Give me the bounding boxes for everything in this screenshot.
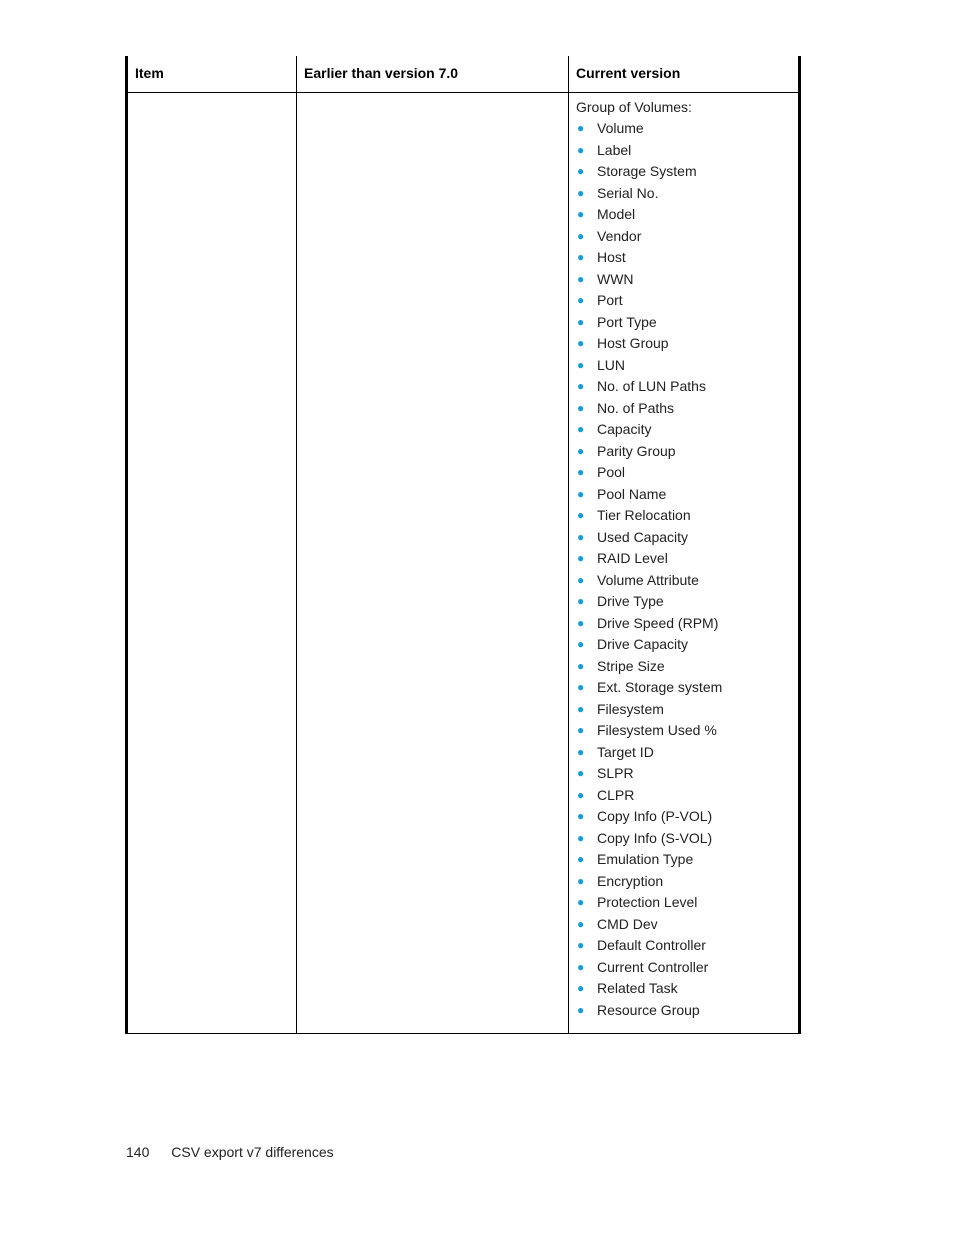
list-item-label: No. of LUN Paths	[597, 378, 706, 394]
list-item	[576, 613, 798, 635]
list-item	[576, 484, 798, 506]
list-item	[576, 204, 798, 226]
section-title: CSV export v7 differences	[171, 1144, 334, 1160]
bullet-icon: ●	[577, 443, 585, 458]
list-item	[576, 892, 798, 914]
list-item-label: Protection Level	[597, 894, 698, 910]
list-item	[576, 462, 798, 484]
bullet-icon: ●	[577, 938, 585, 952]
bullet-icon: ●	[577, 357, 585, 372]
list-item	[576, 419, 798, 441]
list-item-label: Parity Group	[597, 442, 676, 459]
list-item	[576, 914, 798, 936]
bullet-icon: ●	[577, 701, 585, 716]
list-item-label: RAID Level	[597, 550, 668, 566]
bullet-icon: ●	[577, 766, 585, 780]
page-footer	[126, 1144, 334, 1160]
bullet-icon: ●	[577, 185, 585, 200]
list-item	[576, 290, 798, 312]
bullet-icon: ●	[577, 572, 585, 587]
list-item	[576, 161, 798, 183]
list-item	[576, 677, 798, 699]
list-item	[576, 871, 798, 893]
list-item	[576, 656, 798, 678]
bullet-icon: ●	[577, 551, 585, 565]
bullet-icon: ●	[577, 1002, 585, 1017]
bullet-icon: ●	[577, 959, 585, 974]
list-item	[576, 828, 798, 850]
list-item-label: Target ID	[597, 743, 654, 760]
list-item	[576, 333, 798, 355]
list-item-label: WWN	[597, 270, 634, 287]
list-item	[576, 699, 798, 721]
list-item-label: Host	[597, 249, 626, 265]
list-item	[576, 140, 798, 162]
list-item	[576, 978, 798, 1000]
list-item	[576, 527, 798, 549]
list-item-label: LUN	[597, 356, 626, 373]
list-item	[576, 183, 798, 205]
list-item	[576, 505, 798, 527]
list-item-label: Default Controller	[597, 937, 706, 953]
bullet-icon: ●	[577, 121, 585, 135]
list-item-label: CLPR	[597, 786, 635, 803]
list-item-label: SLPR	[597, 765, 634, 781]
bullet-icon: ●	[577, 830, 585, 845]
list-item-label: Port Type	[597, 313, 657, 330]
list-item-label: Ext. Storage system	[597, 679, 723, 695]
bullet-icon: ●	[577, 723, 585, 737]
list-item-label: Filesystem Used %	[597, 722, 717, 738]
bullet-icon: ●	[577, 594, 585, 608]
group-of-volumes-title: Group of Volumes:	[576, 99, 692, 115]
list-item-label: Emulation Type	[597, 851, 694, 867]
bullet-icon: ●	[577, 615, 585, 630]
list-item	[576, 763, 798, 785]
list-item	[576, 376, 798, 398]
volume-field-list	[576, 118, 798, 1021]
differences-table	[125, 56, 801, 1034]
list-item	[576, 785, 798, 807]
list-item-label: Tier Relocation	[597, 507, 691, 523]
list-item	[576, 441, 798, 463]
list-item-label: Pool	[597, 464, 626, 480]
list-item	[576, 247, 798, 269]
list-item	[576, 312, 798, 334]
list-item-label: Drive Speed (RPM)	[597, 614, 719, 631]
table-header-row	[128, 56, 798, 93]
list-item-label: Filesystem	[597, 700, 664, 717]
bullet-icon: ●	[577, 809, 585, 823]
current-version-cell	[576, 96, 798, 1021]
bullet-icon: ●	[577, 895, 585, 909]
list-item	[576, 806, 798, 828]
list-item-label: Volume Attribute	[597, 571, 699, 588]
column-divider-2	[568, 56, 569, 1033]
bullet-icon: ●	[577, 637, 585, 651]
list-item-label: Current Controller	[597, 958, 709, 975]
list-item-label: Storage System	[597, 163, 697, 179]
header-item: Item	[135, 65, 164, 81]
list-item-label: Copy Info (P-VOL)	[597, 808, 713, 824]
list-item-label: Capacity	[597, 421, 652, 437]
list-item	[576, 398, 798, 420]
list-item-label: Resource Group	[597, 1001, 700, 1018]
bullet-icon: ●	[577, 852, 585, 866]
list-item-label: Vendor	[597, 227, 642, 244]
bullet-icon: ●	[577, 744, 585, 759]
bullet-icon: ●	[577, 228, 585, 243]
list-item-label: Port	[597, 292, 623, 308]
list-item-label: Encryption	[597, 872, 664, 889]
list-item	[576, 226, 798, 248]
bullet-icon: ●	[577, 336, 585, 350]
list-item	[576, 570, 798, 592]
bullet-icon: ●	[577, 422, 585, 436]
list-item-label: Drive Type	[597, 593, 664, 609]
list-item	[576, 849, 798, 871]
list-item-label: Label	[597, 141, 632, 158]
list-item	[576, 634, 798, 656]
bullet-icon: ●	[577, 981, 585, 995]
bullet-icon: ●	[577, 465, 585, 479]
list-item	[576, 935, 798, 957]
list-item-label: No. of Paths	[597, 399, 675, 416]
bullet-icon: ●	[577, 658, 585, 673]
bullet-icon: ●	[577, 486, 585, 501]
bullet-icon: ●	[577, 508, 585, 522]
list-item	[576, 720, 798, 742]
bullet-icon: ●	[577, 379, 585, 393]
list-item-label: Used Capacity	[597, 528, 689, 545]
bullet-icon: ●	[577, 271, 585, 286]
page-number: 140	[126, 1144, 150, 1160]
list-item-label: Related Task	[597, 980, 678, 996]
list-item	[576, 118, 798, 140]
list-item-label: Serial No.	[597, 184, 659, 201]
header-earlier-version: Earlier than version 7.0	[304, 65, 459, 81]
list-item-label: CMD Dev	[597, 915, 658, 932]
list-item-label: Volume	[597, 120, 644, 136]
bullet-icon: ●	[577, 314, 585, 329]
list-item-label: Model	[597, 206, 636, 222]
list-item	[576, 957, 798, 979]
bullet-icon: ●	[577, 787, 585, 802]
list-item-label: Copy Info (S-VOL)	[597, 829, 713, 846]
list-item-label: Host Group	[597, 335, 669, 351]
bullet-icon: ●	[577, 207, 585, 221]
list-item-label: Stripe Size	[597, 657, 665, 674]
bullet-icon: ●	[577, 916, 585, 931]
list-item-label: Pool Name	[597, 485, 667, 502]
list-item	[576, 1000, 798, 1022]
bullet-icon: ●	[577, 529, 585, 544]
bullet-icon: ●	[577, 293, 585, 307]
list-item	[576, 591, 798, 613]
column-divider-1	[296, 56, 297, 1033]
list-item	[576, 742, 798, 764]
bullet-icon: ●	[577, 164, 585, 178]
bullet-icon: ●	[577, 250, 585, 264]
list-item-label: Drive Capacity	[597, 636, 689, 652]
list-item	[576, 269, 798, 291]
list-item	[576, 548, 798, 570]
list-item	[576, 355, 798, 377]
bullet-icon: ●	[577, 400, 585, 415]
bullet-icon: ●	[577, 873, 585, 888]
bullet-icon: ●	[577, 680, 585, 694]
bullet-icon: ●	[577, 142, 585, 157]
header-current-version: Current version	[576, 65, 681, 81]
